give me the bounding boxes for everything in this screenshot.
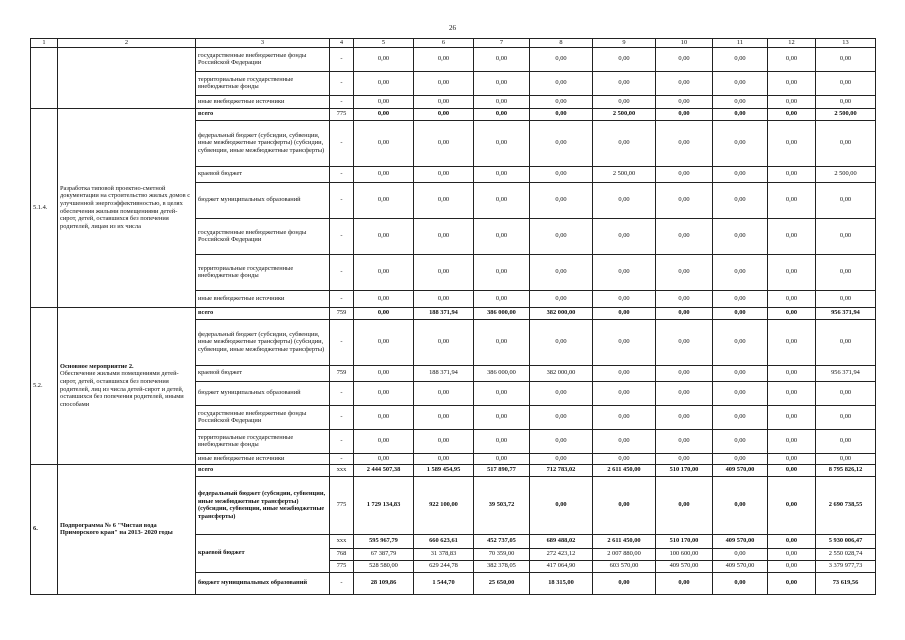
value-cell: 39 503,72 [474,476,530,534]
value-cell: 603 570,00 [593,560,656,572]
value-cell: 510 170,00 [656,534,713,548]
value-cell: 1 589 454,95 [414,464,474,476]
value-cell: 0,00 [593,254,656,290]
value-cell: 0,00 [768,464,816,476]
value-cell: 0,00 [768,572,816,594]
value-cell: 2 611 450,00 [593,464,656,476]
value-cell: 0,00 [593,47,656,71]
value-cell: 0,00 [713,319,768,365]
value-cell: 0,00 [816,71,876,95]
value-cell: 0,00 [474,319,530,365]
value-cell: 0,00 [713,548,768,560]
value-cell: 712 783,02 [530,464,593,476]
measure-name [58,47,196,108]
value-cell: 0,00 [474,218,530,254]
value-cell: 0,00 [354,429,414,453]
value-cell: 452 737,05 [474,534,530,548]
value-cell: 0,00 [656,218,713,254]
value-cell: 0,00 [530,95,593,108]
value-cell: 31 378,83 [414,548,474,560]
value-cell: 0,00 [656,47,713,71]
value-cell: 0,00 [768,560,816,572]
table-row [31,464,876,476]
code-cell: - [330,254,354,290]
value-cell: 272 423,12 [530,548,593,560]
value-cell: 1 729 134,83 [354,476,414,534]
funding-source: территориальные государственные внебюджетные фонды [196,429,330,453]
value-cell: 0,00 [593,453,656,464]
value-cell: 0,00 [474,120,530,166]
value-cell: 0,00 [593,182,656,218]
value-cell: 0,00 [530,476,593,534]
value-cell: 0,00 [530,166,593,182]
value-cell: 510 170,00 [656,464,713,476]
code-cell: xxx [330,464,354,476]
funding-source: всего [196,108,330,120]
value-cell: 417 064,90 [530,560,593,572]
value-cell: 0,00 [474,108,530,120]
value-cell: 956 371,94 [816,307,876,319]
value-cell: 0,00 [530,71,593,95]
value-cell: 0,00 [354,381,414,405]
value-cell: 0,00 [656,365,713,381]
code-cell: 759 [330,307,354,319]
funding-source: краевой бюджет [196,365,330,381]
value-cell: 0,00 [816,47,876,71]
value-cell: 0,00 [593,365,656,381]
funding-source: территориальные государственные внебюджетные фонды [196,254,330,290]
value-cell: 0,00 [656,572,713,594]
value-cell: 67 387,79 [354,548,414,560]
column-number: 9 [593,39,656,48]
value-cell: 0,00 [656,182,713,218]
table-row [31,108,876,120]
value-cell: 0,00 [414,120,474,166]
value-cell: 2 500,00 [593,108,656,120]
value-cell: 0,00 [593,71,656,95]
value-cell: 629 244,78 [414,560,474,572]
value-cell: 0,00 [414,429,474,453]
value-cell: 0,00 [656,307,713,319]
value-cell: 382 000,00 [530,365,593,381]
value-cell: 0,00 [816,254,876,290]
row-number [31,47,58,108]
value-cell: 0,00 [414,108,474,120]
value-cell: 0,00 [768,71,816,95]
value-cell: 0,00 [768,108,816,120]
code-cell: - [330,182,354,218]
value-cell: 0,00 [474,453,530,464]
value-cell: 0,00 [414,182,474,218]
value-cell: 0,00 [713,120,768,166]
value-cell: 0,00 [713,182,768,218]
column-number: 1 [31,39,58,48]
value-cell: 0,00 [768,476,816,534]
value-cell: 0,00 [530,453,593,464]
code-cell: 775 [330,476,354,534]
value-cell: 0,00 [593,218,656,254]
value-cell: 0,00 [414,319,474,365]
value-cell: 2 500,00 [816,166,876,182]
funding-source: территориальные государственные внебюджетные фонды [196,71,330,95]
value-cell: 0,00 [593,429,656,453]
value-cell: 0,00 [354,95,414,108]
value-cell: 528 580,00 [354,560,414,572]
code-cell: - [330,453,354,464]
measure-name: Разработка типовой проектно-сметной документации на строительство жилых домов с улучшенной энергоэффективностью, в целях обеспечения жилыми помещениями детей-сирот, детей, оставшихся без попечения родителей, лицам из их числа [58,108,196,307]
value-cell: 1 544,70 [414,572,474,594]
value-cell: 73 619,56 [816,572,876,594]
value-cell: 0,00 [713,365,768,381]
value-cell: 0,00 [354,166,414,182]
value-cell: 382 000,00 [530,307,593,319]
funding-source: бюджет муниципальных образований [196,381,330,405]
value-cell: 0,00 [713,381,768,405]
value-cell: 70 359,00 [474,548,530,560]
subprogram-name: Подпрограмма № 6 "Чистая вода Приморского края" на 2013- 2020 годы [58,464,196,594]
code-cell: - [330,120,354,166]
value-cell: 0,00 [816,290,876,307]
value-cell: 0,00 [354,290,414,307]
value-cell: 0,00 [816,218,876,254]
column-number: 8 [530,39,593,48]
value-cell: 0,00 [713,453,768,464]
value-cell: 2 550 028,74 [816,548,876,560]
funding-source: краевой бюджет [196,534,330,572]
column-number-row [31,39,876,48]
value-cell: 0,00 [656,429,713,453]
funding-source: государственные внебюджетные фонды Российской Федерации [196,405,330,429]
value-cell: 0,00 [768,182,816,218]
code-cell: - [330,405,354,429]
funding-source: иные внебюджетные источники [196,95,330,108]
value-cell: 0,00 [474,381,530,405]
value-cell: 0,00 [354,319,414,365]
value-cell: 0,00 [768,453,816,464]
value-cell: 0,00 [768,307,816,319]
value-cell: 0,00 [414,47,474,71]
value-cell: 0,00 [656,108,713,120]
value-cell: 0,00 [530,182,593,218]
value-cell: 2 007 880,00 [593,548,656,560]
value-cell: 18 315,00 [530,572,593,594]
value-cell: 0,00 [354,254,414,290]
page-number: 26 [449,24,456,32]
value-cell: 0,00 [354,108,414,120]
code-cell: - [330,381,354,405]
value-cell: 0,00 [354,120,414,166]
value-cell: 0,00 [768,534,816,548]
value-cell: 0,00 [768,290,816,307]
value-cell: 0,00 [768,120,816,166]
value-cell: 0,00 [414,71,474,95]
value-cell: 0,00 [414,290,474,307]
value-cell: 0,00 [713,166,768,182]
value-cell: 0,00 [530,120,593,166]
value-cell: 0,00 [593,476,656,534]
value-cell: 0,00 [656,405,713,429]
value-cell: 0,00 [713,47,768,71]
value-cell: 0,00 [530,47,593,71]
value-cell: 660 623,61 [414,534,474,548]
value-cell: 0,00 [474,166,530,182]
value-cell: 0,00 [713,108,768,120]
code-cell: - [330,429,354,453]
value-cell: 0,00 [656,381,713,405]
value-cell: 0,00 [816,405,876,429]
value-cell: 0,00 [474,405,530,429]
value-cell: 0,00 [656,476,713,534]
value-cell: 0,00 [474,182,530,218]
value-cell: 0,00 [354,453,414,464]
value-cell: 0,00 [593,307,656,319]
value-cell: 0,00 [414,95,474,108]
value-cell: 0,00 [713,290,768,307]
value-cell: 0,00 [768,319,816,365]
value-cell: 0,00 [530,429,593,453]
column-number: 3 [196,39,330,48]
value-cell: 0,00 [656,71,713,95]
value-cell: 0,00 [768,95,816,108]
value-cell: 0,00 [354,218,414,254]
value-cell: 100 600,00 [656,548,713,560]
value-cell: 0,00 [414,381,474,405]
value-cell: 28 109,86 [354,572,414,594]
code-cell: - [330,95,354,108]
value-cell: 0,00 [474,254,530,290]
table-row [31,47,876,71]
value-cell: 0,00 [656,120,713,166]
value-cell: 0,00 [354,405,414,429]
value-cell: 0,00 [530,108,593,120]
column-number: 10 [656,39,713,48]
funding-source: федеральный бюджет (субсидии, субвенции, иные межбюджетные трансферты) (субсидии, субвенции, иные межбюджетные трансферты) [196,476,330,534]
column-number: 12 [768,39,816,48]
value-cell: 0,00 [713,572,768,594]
funding-source: бюджет муниципальных образований [196,182,330,218]
value-cell: 3 379 977,73 [816,560,876,572]
value-cell: 2 500,00 [816,108,876,120]
value-cell: 0,00 [414,218,474,254]
value-cell: 0,00 [713,429,768,453]
value-cell: 0,00 [593,290,656,307]
value-cell: 0,00 [713,254,768,290]
column-number: 2 [58,39,196,48]
value-cell: 0,00 [354,365,414,381]
code-cell: - [330,572,354,594]
value-cell: 689 488,02 [530,534,593,548]
value-cell: 0,00 [816,95,876,108]
value-cell: 0,00 [530,381,593,405]
value-cell: 0,00 [713,476,768,534]
value-cell: 0,00 [656,95,713,108]
column-number: 5 [354,39,414,48]
code-cell: - [330,166,354,182]
value-cell: 0,00 [593,381,656,405]
code-cell: 768 [330,548,354,560]
value-cell: 0,00 [713,218,768,254]
code-cell: xxx [330,534,354,548]
value-cell: 0,00 [530,254,593,290]
value-cell: 517 890,77 [474,464,530,476]
value-cell: 5 930 006,47 [816,534,876,548]
value-cell: 0,00 [474,47,530,71]
value-cell: 8 795 826,12 [816,464,876,476]
measure-description: Обеспечение жилыми помещениями детей-сирот, детей, оставшихся без попечения родителей, лиц из числа детей-сирот и детей, оставшихся без попечения родителей, иными способами [60,370,184,409]
row-number: 5.1.4. [31,108,58,307]
value-cell: 0,00 [354,47,414,71]
value-cell: 0,00 [713,71,768,95]
budget-table [30,38,876,595]
funding-source: всего [196,307,330,319]
value-cell: 409 570,00 [713,560,768,572]
funding-source: государственные внебюджетные фонды Российской Федерации [196,47,330,71]
column-number: 13 [816,39,876,48]
value-cell: 956 371,94 [816,365,876,381]
column-number: 11 [713,39,768,48]
funding-source: федеральный бюджет (субсидии, субвенции, иные межбюджетные трансферты) (субсидии, субвенции, иные межбюджетные трансферты) [196,319,330,365]
row-number: 6. [31,464,58,594]
code-cell: 775 [330,108,354,120]
value-cell: 0,00 [768,548,816,560]
value-cell: 922 100,00 [414,476,474,534]
column-number: 4 [330,39,354,48]
value-cell: 386 000,00 [474,365,530,381]
value-cell: 0,00 [530,290,593,307]
code-cell: - [330,290,354,307]
value-cell: 595 967,79 [354,534,414,548]
funding-source: краевой бюджет [196,166,330,182]
value-cell: 0,00 [768,365,816,381]
value-cell: 0,00 [656,290,713,307]
code-cell: 775 [330,560,354,572]
value-cell: 409 570,00 [713,464,768,476]
value-cell: 0,00 [768,47,816,71]
value-cell: 0,00 [713,405,768,429]
value-cell: 409 570,00 [656,560,713,572]
funding-source: иные внебюджетные источники [196,453,330,464]
value-cell: 0,00 [354,182,414,218]
value-cell: 0,00 [414,166,474,182]
funding-source: федеральный бюджет (субсидии, субвенции, иные межбюджетные трансферты) (субсидии, субвенции, иные межбюджетные трансферты) [196,120,330,166]
value-cell: 0,00 [768,405,816,429]
value-cell: 0,00 [474,429,530,453]
value-cell: 0,00 [656,319,713,365]
funding-source: бюджет муниципальных образований [196,572,330,594]
value-cell: 0,00 [768,218,816,254]
value-cell: 386 000,00 [474,307,530,319]
value-cell: 2 690 738,55 [816,476,876,534]
value-cell: 0,00 [656,453,713,464]
code-cell: - [330,319,354,365]
code-cell: - [330,47,354,71]
value-cell: 2 611 450,00 [593,534,656,548]
value-cell: 188 371,94 [414,365,474,381]
value-cell: 0,00 [816,319,876,365]
funding-source: государственные внебюджетные фонды Российской Федерации [196,218,330,254]
value-cell: 0,00 [768,429,816,453]
code-cell: 759 [330,365,354,381]
value-cell: 0,00 [414,254,474,290]
value-cell: 0,00 [713,307,768,319]
value-cell: 0,00 [593,572,656,594]
value-cell: 0,00 [414,405,474,429]
value-cell: 0,00 [530,319,593,365]
value-cell: 188 371,94 [414,307,474,319]
value-cell: 382 378,05 [474,560,530,572]
value-cell: 0,00 [474,71,530,95]
value-cell: 0,00 [474,95,530,108]
measure-name [58,307,196,464]
value-cell: 0,00 [656,254,713,290]
value-cell: 0,00 [593,95,656,108]
value-cell: 0,00 [816,453,876,464]
value-cell: 0,00 [816,429,876,453]
value-cell: 0,00 [530,405,593,429]
code-cell: - [330,218,354,254]
value-cell: 0,00 [354,71,414,95]
value-cell: 0,00 [593,405,656,429]
value-cell: 2 500,00 [593,166,656,182]
value-cell: 0,00 [414,453,474,464]
value-cell: 0,00 [593,120,656,166]
value-cell: 409 570,00 [713,534,768,548]
value-cell: 0,00 [768,254,816,290]
value-cell: 0,00 [713,95,768,108]
value-cell: 0,00 [354,307,414,319]
column-number: 7 [474,39,530,48]
value-cell: 0,00 [530,218,593,254]
value-cell: 0,00 [768,381,816,405]
row-number: 5.2. [31,307,58,464]
value-cell: 2 444 507,38 [354,464,414,476]
value-cell: 0,00 [656,166,713,182]
column-number: 6 [414,39,474,48]
code-cell: - [330,71,354,95]
value-cell: 0,00 [593,319,656,365]
value-cell: 25 650,00 [474,572,530,594]
value-cell: 0,00 [768,166,816,182]
funding-source: всего [196,464,330,476]
value-cell: 0,00 [816,381,876,405]
table-row [31,307,876,319]
value-cell: 0,00 [816,120,876,166]
value-cell: 0,00 [474,290,530,307]
measure-title: Основное мероприятие 2. [60,362,134,370]
value-cell: 0,00 [816,182,876,218]
funding-source: иные внебюджетные источники [196,290,330,307]
